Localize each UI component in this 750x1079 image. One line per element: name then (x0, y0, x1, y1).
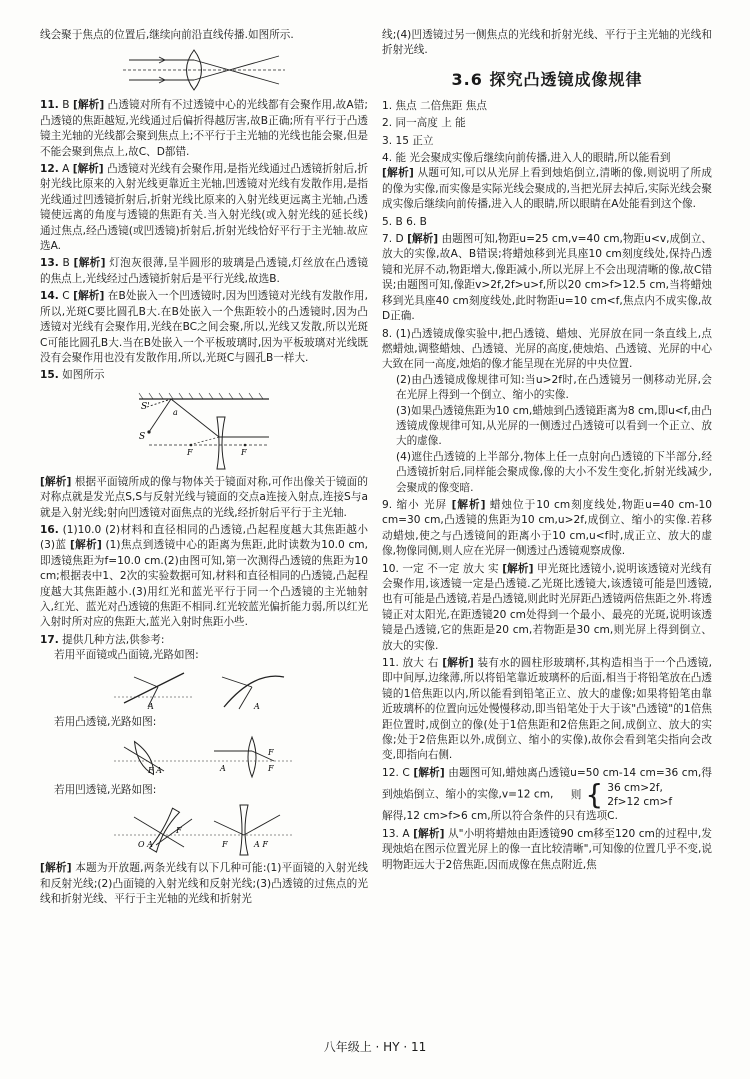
answer-r11: 11. 放大 右 [解析] 装有水的圆柱形玻璃杯,其构造相当于一个凸透镜,即中间厚,边缘薄,所以将铅笔靠近玻璃杯的后面,相当于将铅笔放在凸透镜的1倍焦距以内,所以能看到铅笔正立、放大的虚像;如果将铅笔由靠近玻璃杯的位置向远处慢慢移动,即当铅笔处于大于该"凸透镜"的1倍焦距位置时,成倒立的像(处于1倍焦距和2倍焦距之间,成倒立、放大的实像;处于2倍焦距以外,成倒立、缩小的实像),故你会看到笔尖指向会改变,即指向右侧. (382, 657, 713, 762)
method-mirror-label: 若用平面镜或凸面镜,光路如图: (54, 649, 199, 662)
method-convex-lens-label: 若用凸透镜,光路如图: (54, 715, 157, 728)
answer-11: 11. B [解析] 凸透镜对所有不过透镜中心的光线都有会聚作用,故A错;凸透镜的焦距越短,光线通过后偏折得越厉害,故B正确;所有平行于凸透镜主光轴的光线都会聚到焦点上;不平行于主光轴的光线也能会聚,但是不能会聚到焦点上,故C、D都错. (40, 99, 368, 158)
svg-text:F: F (268, 764, 274, 773)
inequality-2: 2f>12 cm>f (607, 796, 673, 809)
concave-lens-method-diagram (104, 801, 304, 857)
answer-12: 12. A [解析] 凸透镜对光线有会聚作用,是指光线通过凸透镜折射后,折射光线比原来的入射光线更靠近主光轴,凹透镜对光线有发散作用,是指光线通过凹透镜折射后,折射光线比原来的入射光线更远离主光轴,凸透镜使远离的角度与透镜的焦距有关.当入射光线(或入射光线的延长线)通过焦点,经凸透镜(或凹透镜)折射后,折射光线恰好平行于主光轴.故应选A. (40, 163, 369, 253)
svg-text:a: a (173, 407, 178, 417)
answer-14: 14. C [解析] 在B处嵌入一个凹透镜时,因为凹透镜对光线有发散作用,所以,光斑C要比圆孔B大.在B处嵌入一个焦距较小的凸透镜时,因为凸透镜对光线有会聚作用,光线在BC之间会聚,所以,光线又发散,所以光斑C可能比圆孔B大.当在B处嵌入一个平板玻璃时,因为平板玻璃对光线既没有会聚作用也没有发散作用,所以,光斑C与圆孔B一样大. (40, 290, 368, 364)
mirror-lens-ray-diagram (129, 387, 279, 471)
answer-r5-6: 5. B 6. B (382, 215, 427, 228)
answer-r12: 12. C [解析] 由题图可知,蜡烛离凸透镜u=50 cm-14 cm=36 cm,得到烛焰倒立、缩小的实像,v=12 cm, 则 { 36 cm>2f, 2f>12 cm>f 解得,12 cm>f>6 cm,所以符合条件的只有选项C. (382, 766, 713, 823)
inequality-1: 36 cm>2f, (607, 782, 663, 795)
svg-text:F: F (222, 840, 228, 850)
answer-17: 17. 提供几种方法,供参考: 若用平面镜或凸面镜,光路如图: (40, 633, 368, 664)
section-title: 3.6 探究凸透镜成像规律 (451, 69, 643, 89)
svg-text:S: S (139, 431, 146, 442)
svg-text:O A: O A (138, 840, 153, 850)
svg-text:A F: A F (254, 840, 268, 850)
answer-r7: 7. D [解析] 由题图可知,物距u=25 cm,v=40 cm,物距u<v,成倒立、放大的实像,故A、B错误;将蜡烛移到光具座10 cm刻度线处,保持凸透镜和光屏不动,物距增大,像距减小,所以光屏上不会出现清晰的像,故C错误;由题图可知,像距v>2f,2f>u>f,所以20 cm>f>12.5 cm,当将蜡烛移到光具座40 cm刻度线处,此时物距u=10 cm<f,焦点内不成实像,故D正确. (382, 233, 713, 323)
answer-r13: 13. A [解析] 从"小明将蜡烛由距透镜90 cm移至120 cm的过程中,发现烛焰在图示位置光屏上的像一直比较清晰",可知像的位置几乎不变,说明物距远大于2倍焦距,因而成像在焦点附近,焦 (382, 827, 713, 871)
svg-text:F: F (268, 748, 274, 757)
intro-text: 线会聚于焦点的位置后,继续向前沿直线传播.如图所示. (40, 29, 294, 41)
answer-r2: 2. 同一高度 上 能 (382, 117, 466, 130)
right-column (382, 28, 712, 875)
plane-convex-mirror-diagram (104, 667, 304, 711)
answer-r8: 8. (1)凸透镜成像实验中,把凸透镜、蜡烛、光屏放在同一条直线上,点燃蜡烛,调整蜡烛、凸透镜、光屏的高度,使烛焰、凸透镜、光屏的中心大致在同一高度,烛焰的像才能呈现在光屏的中央位置. (2)由凸透镜成像规律可知:当u>2f时,在凸透镜另一侧移动光屏,会在光屏上得到一个倒立、缩小的实像. (3)如果凸透镜焦距为10 cm,蜡烛到凸透镜距离为8 cm,即u<f,由凸透镜成像规律可知,从光屏的一侧透过凸透镜可以看到一个正立、放大的虚像. (4)遮住凸透镜的上半部分,物体上任一点射向凸透镜的下半部分,经凸透镜折射后,同样能会聚成像,像的大小不发生变化,折射光线减少,会聚成的像变暗. (382, 327, 712, 494)
answer-r9: 9. 缩小 光屏 [解析] 蜡烛位于10 cm刻度线处,物距u=40 cm-10 cm=30 cm,凸透镜的焦距为10 cm,u>2f,成倒立、缩小的实像.若移动蜡烛,使之与凸透镜间的距离小于10 cm,u<f时,成正立、放大的虚像,物像同侧,则人应在光屏一侧透过凸透镜观察成像. (382, 498, 713, 558)
continuation-text: 线;(4)凹透镜过另一侧焦点的光线和折射光线、平行于主光轴的光线和折射光线. (382, 29, 712, 57)
inequality-system: 则 { 36 cm>2f, 2f>12 cm>f (570, 778, 673, 812)
answer-15-analysis: [解析] 根据平面镜所成的像与物体关于镜面对称,可作出像关于镜面的对称点就是发光点S,S与反射光线与镜面的交点a连接入射点,连接S与a就是入射光线;射向凹透镜对面焦点的光线,经折射后平行于主光轴. (40, 475, 368, 519)
svg-text:A: A (254, 701, 260, 711)
method-concave-lens-label: 若用凹透镜,光路如图: (54, 784, 157, 796)
convex-lens-converge-diagram (119, 46, 289, 94)
answer-17-analysis: [解析] 本题为开放题,两条光线有以下几种可能:(1)平面镜的入射光线和反射光线;(2)凸面镜的入射光线和反射光线;(3)凸透镜的过焦点的光线和折射光线、平行于主光轴的光线和折射光 (40, 862, 368, 906)
left-brace-glyph: { (585, 778, 604, 812)
svg-text:F: F (176, 826, 182, 836)
svg-text:F: F (187, 447, 193, 457)
answer-r3: 3. 15 正立 (382, 134, 434, 147)
svg-text:S': S' (141, 401, 150, 412)
svg-text:A: A (148, 701, 154, 711)
answer-r1: 1. 焦点 二倍焦距 焦点 (382, 99, 487, 112)
page-footer: 八年级上 · HY · 11 (323, 1039, 427, 1054)
answer-r10: 10. 一定 不一定 放大 实 [解析] 甲光斑比透镜小,说明该透镜对光线有会聚作用,该透镜一定是凸透镜.乙光斑比透镜大,该透镜可能是凹透镜,也有可能是凸透镜,若是凸透镜,则此时光屏距凸透镜两倍焦距之外.将透镜正对太阳光,在距透镜20 cm处得到一个最小、最亮的光斑,说明该透镜是凸透镜,它的焦距是20 cm,若物距是30 cm,则光屏上得到倒立、放大的实像. (382, 562, 713, 652)
svg-text:F: F (241, 447, 247, 457)
svg-text:A: A (220, 764, 226, 773)
answer-13: 13. B [解析] 灯泡灰很薄,呈半圆形的玻璃是凸透镜,灯丝放在凸透镜的焦点上,光线经过凸透镜折射后是平行光线,故选B. (40, 257, 369, 285)
answer-r4: 4. 能 光会聚成实像后继续向前传播,进入人的眼睛,所以能看到 [解析] 从题可知,可以从光屏上看到烛焰倒立,清晰的像,则说明了所成的像为实像,而实像是实际光线会聚成的,当把光屏去掉后,实际光线会聚成实像后继续向前传播,进入人的眼睛,所以眼睛在A处能看到这个像. (382, 152, 712, 211)
answer-15: 15. 如图所示 (40, 369, 105, 382)
svg-text:F A: F A (148, 766, 162, 775)
convex-lens-method-diagram (104, 733, 304, 779)
answer-16: 16. (1)10.0 (2)材料和直径相同的凸透镜,凸起程度越大其焦距越小 (3)蓝 [解析] (1)焦点到透镜中心的距离为焦距,此时读数为10.0 cm,即透镜焦距为f=10.0 cm.(2)由图可知,第一次测得凸透镜的焦距为10 cm;根据表中1、2次的实验数据可知,材料和直径相同的凸透镜,凸起程度越大其焦距越小.(3)用红光和蓝光平行于同一个凸透镜的主光轴射入,红光、蓝光对凸透镜的焦距不相同.红光较蓝光偏折能力弱,所以红光入射时所对应的焦距大,蓝光入射时焦距小些. (40, 523, 368, 629)
left-column (40, 28, 368, 910)
